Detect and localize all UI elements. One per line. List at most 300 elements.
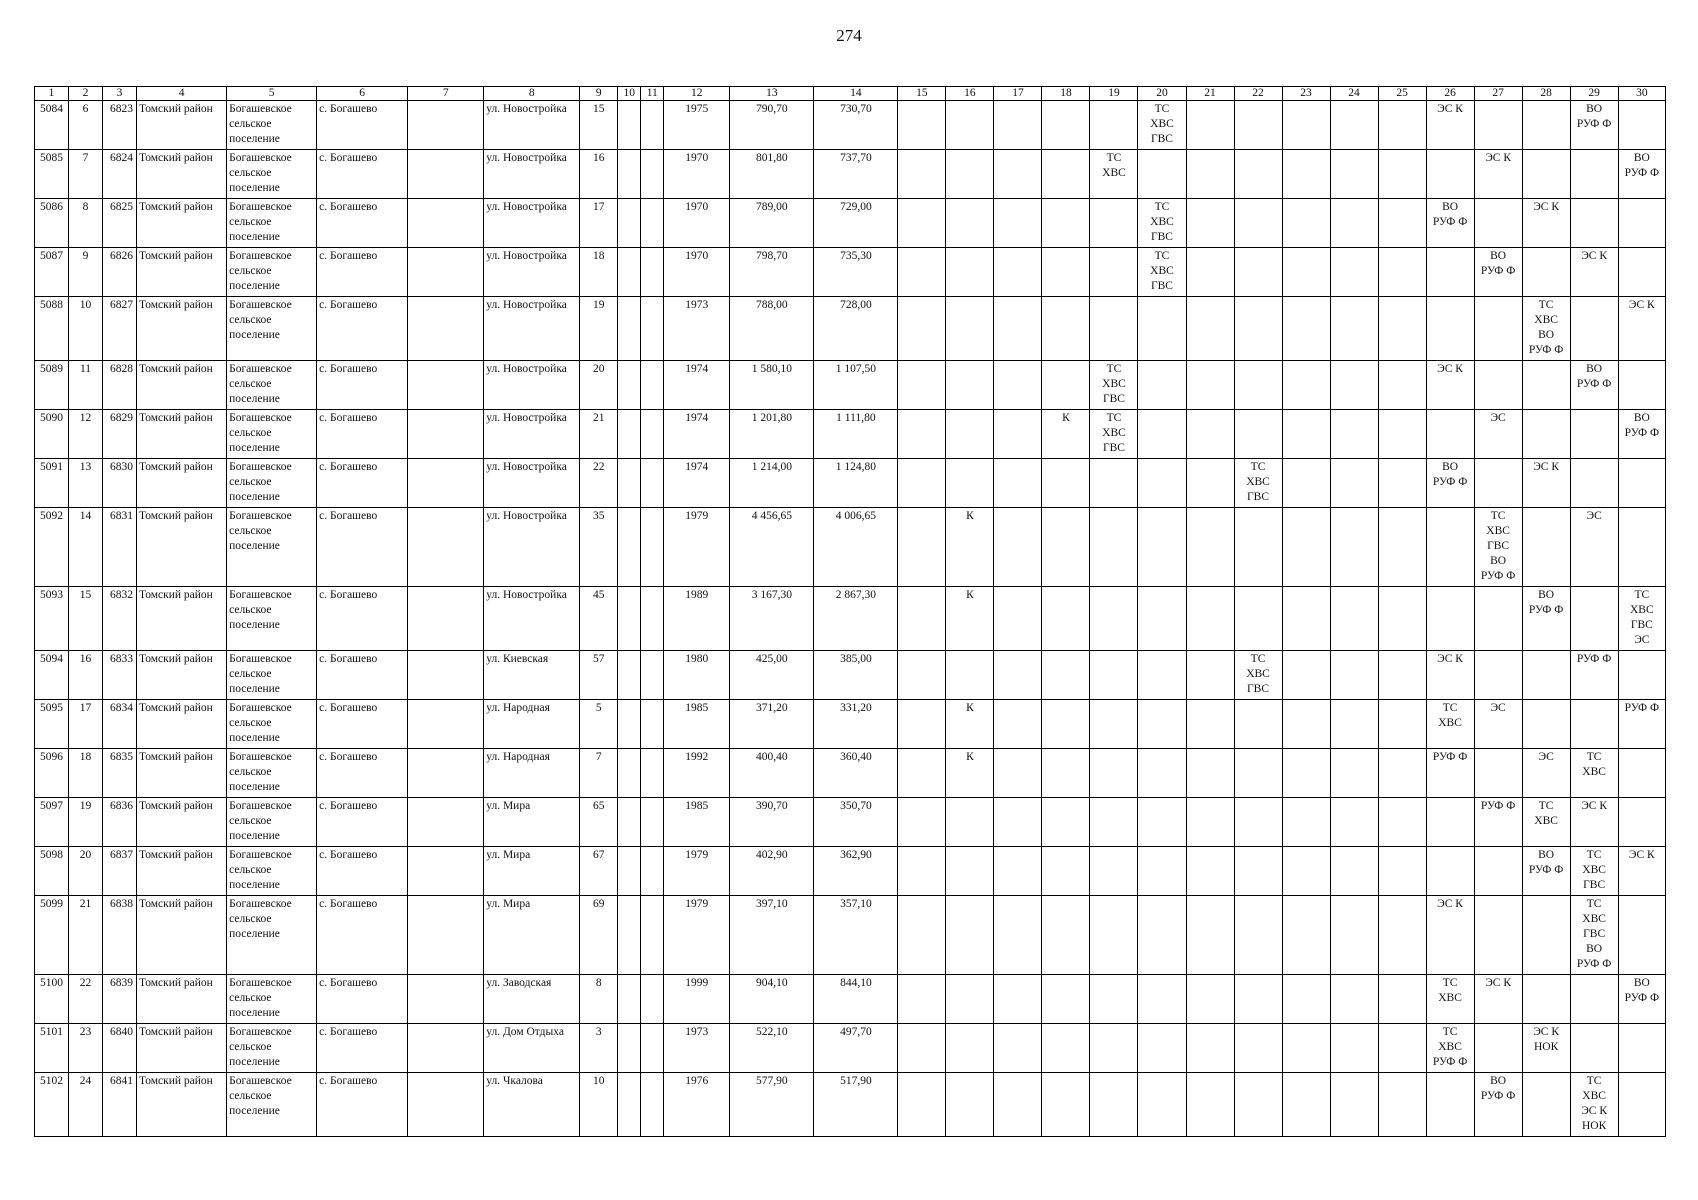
cell-col-10 [618,587,641,651]
column-header-6: 6 [317,87,408,101]
cell-col-4: Томский район [137,508,227,587]
cell-col-12: 1989 [664,587,730,651]
header-row [35,87,1666,101]
table-row [35,150,1666,199]
cell-col-2: 17 [69,700,103,749]
cell-col-26: ТС ХВС [1426,975,1474,1024]
cell-col-15 [898,651,946,700]
cell-col-4: Томский район [137,361,227,410]
table-row [35,975,1666,1024]
column-header-29: 29 [1570,87,1618,101]
cell-col-19 [1090,297,1138,361]
cell-col-1: 5087 [35,248,69,297]
cell-col-14: 2 867,30 [814,587,898,651]
cell-col-1: 5098 [35,847,69,896]
cell-col-29: ЭС К [1570,798,1618,847]
cell-col-17 [994,459,1042,508]
cell-col-5: Богашевское сельское поселение [227,847,317,896]
cell-col-18 [1042,199,1090,248]
cell-col-25 [1378,798,1426,847]
cell-col-21 [1186,361,1234,410]
cell-col-23 [1282,975,1330,1024]
cell-col-24 [1330,199,1378,248]
cell-col-8: ул. Новостройка [484,508,580,587]
cell-col-22 [1234,749,1282,798]
cell-col-30 [1618,896,1665,975]
cell-col-23 [1282,508,1330,587]
cell-col-22 [1234,847,1282,896]
cell-col-4: Томский район [137,975,227,1024]
cell-col-5: Богашевское сельское поселение [227,410,317,459]
cell-col-29 [1570,1024,1618,1073]
cell-col-2: 14 [69,508,103,587]
cell-col-11 [641,651,664,700]
cell-col-26 [1426,1073,1474,1137]
cell-col-11 [641,297,664,361]
cell-col-26: РУФ Ф [1426,749,1474,798]
cell-col-28 [1522,651,1570,700]
table-row [35,101,1666,150]
cell-col-15 [898,248,946,297]
cell-col-21 [1186,410,1234,459]
table-row [35,361,1666,410]
cell-col-2: 15 [69,587,103,651]
cell-col-17 [994,248,1042,297]
cell-col-13: 4 456,65 [730,508,814,587]
cell-col-3: 6832 [103,587,137,651]
cell-col-19 [1090,700,1138,749]
cell-col-12: 1970 [664,199,730,248]
cell-col-25 [1378,101,1426,150]
cell-col-25 [1378,587,1426,651]
registry-table [34,86,1666,1137]
cell-col-20 [1138,410,1186,459]
cell-col-6: с. Богашево [317,1073,408,1137]
cell-col-9: 22 [580,459,618,508]
cell-col-28 [1522,1073,1570,1137]
cell-col-8: ул. Новостройка [484,199,580,248]
cell-col-2: 7 [69,150,103,199]
cell-col-14: 728,00 [814,297,898,361]
column-header-8: 8 [484,87,580,101]
cell-col-7 [408,1073,484,1137]
cell-col-3: 6837 [103,847,137,896]
cell-col-30: ТС ХВС ГВС ЭС [1618,587,1665,651]
cell-col-7 [408,248,484,297]
cell-col-13: 400,40 [730,749,814,798]
cell-col-30: РУФ Ф [1618,700,1665,749]
cell-col-6: с. Богашево [317,297,408,361]
cell-col-5: Богашевское сельское поселение [227,587,317,651]
cell-col-15 [898,1073,946,1137]
column-header-10: 10 [618,87,641,101]
cell-col-25 [1378,975,1426,1024]
cell-col-7 [408,798,484,847]
cell-col-8: ул. Заводская [484,975,580,1024]
cell-col-23 [1282,1024,1330,1073]
cell-col-2: 23 [69,1024,103,1073]
cell-col-21 [1186,847,1234,896]
cell-col-27 [1474,651,1522,700]
cell-col-20 [1138,975,1186,1024]
cell-col-9: 35 [580,508,618,587]
page-number: 274 [836,26,862,45]
cell-col-13: 3 167,30 [730,587,814,651]
cell-col-7 [408,847,484,896]
column-header-17: 17 [994,87,1042,101]
cell-col-19 [1090,1024,1138,1073]
cell-col-3: 6834 [103,700,137,749]
cell-col-5: Богашевское сельское поселение [227,199,317,248]
cell-col-15 [898,459,946,508]
cell-col-4: Томский район [137,199,227,248]
cell-col-22: ТС ХВС ГВС [1234,651,1282,700]
cell-col-11 [641,749,664,798]
cell-col-17 [994,101,1042,150]
cell-col-3: 6829 [103,410,137,459]
cell-col-13: 371,20 [730,700,814,749]
cell-col-18 [1042,700,1090,749]
cell-col-8: ул. Новостройка [484,587,580,651]
cell-col-28 [1522,150,1570,199]
cell-col-13: 390,70 [730,798,814,847]
cell-col-6: с. Богашево [317,749,408,798]
cell-col-23 [1282,361,1330,410]
cell-col-8: ул. Мира [484,798,580,847]
cell-col-28: ЭС К [1522,199,1570,248]
cell-col-20 [1138,1024,1186,1073]
cell-col-20 [1138,749,1186,798]
cell-col-23 [1282,459,1330,508]
cell-col-9: 45 [580,587,618,651]
table-row [35,248,1666,297]
cell-col-5: Богашевское сельское поселение [227,700,317,749]
cell-col-3: 6841 [103,1073,137,1137]
cell-col-20 [1138,847,1186,896]
cell-col-2: 11 [69,361,103,410]
cell-col-11 [641,847,664,896]
cell-col-30: ЭС К [1618,297,1665,361]
cell-col-15 [898,361,946,410]
table-row [35,1024,1666,1073]
cell-col-22 [1234,975,1282,1024]
cell-col-21 [1186,459,1234,508]
cell-col-27: ЭС [1474,700,1522,749]
cell-col-15 [898,975,946,1024]
column-header-12: 12 [664,87,730,101]
cell-col-2: 20 [69,847,103,896]
cell-col-26: ВО РУФ Ф [1426,459,1474,508]
cell-col-17 [994,651,1042,700]
cell-col-1: 5097 [35,798,69,847]
cell-col-5: Богашевское сельское поселение [227,508,317,587]
cell-col-22 [1234,297,1282,361]
table-row [35,896,1666,975]
cell-col-29 [1570,199,1618,248]
cell-col-9: 18 [580,248,618,297]
column-header-28: 28 [1522,87,1570,101]
cell-col-17 [994,150,1042,199]
column-header-25: 25 [1378,87,1426,101]
cell-col-13: 1 214,00 [730,459,814,508]
cell-col-30 [1618,508,1665,587]
cell-col-7 [408,297,484,361]
cell-col-24 [1330,975,1378,1024]
cell-col-16 [946,798,994,847]
cell-col-3: 6830 [103,459,137,508]
cell-col-27: ЭС К [1474,150,1522,199]
column-header-7: 7 [408,87,484,101]
cell-col-12: 1979 [664,896,730,975]
cell-col-24 [1330,101,1378,150]
cell-col-18 [1042,361,1090,410]
table-row [35,199,1666,248]
cell-col-14: 362,90 [814,847,898,896]
cell-col-12: 1980 [664,651,730,700]
cell-col-16 [946,651,994,700]
cell-col-1: 5093 [35,587,69,651]
cell-col-4: Томский район [137,150,227,199]
cell-col-23 [1282,749,1330,798]
table-row [35,459,1666,508]
cell-col-17 [994,587,1042,651]
cell-col-17 [994,798,1042,847]
column-header-3: 3 [103,87,137,101]
cell-col-8: ул. Новостройка [484,459,580,508]
cell-col-27 [1474,361,1522,410]
cell-col-18 [1042,798,1090,847]
cell-col-5: Богашевское сельское поселение [227,975,317,1024]
column-header-2: 2 [69,87,103,101]
column-header-1: 1 [35,87,69,101]
cell-col-9: 69 [580,896,618,975]
cell-col-18 [1042,101,1090,150]
cell-col-19: ТС ХВС [1090,150,1138,199]
cell-col-28 [1522,101,1570,150]
cell-col-27: РУФ Ф [1474,798,1522,847]
column-header-24: 24 [1330,87,1378,101]
cell-col-18 [1042,1024,1090,1073]
cell-col-30 [1618,361,1665,410]
cell-col-24 [1330,459,1378,508]
cell-col-14: 4 006,65 [814,508,898,587]
cell-col-3: 6833 [103,651,137,700]
cell-col-14: 360,40 [814,749,898,798]
cell-col-5: Богашевское сельское поселение [227,1024,317,1073]
cell-col-25 [1378,700,1426,749]
cell-col-14: 1 107,50 [814,361,898,410]
cell-col-6: с. Богашево [317,847,408,896]
cell-col-11 [641,975,664,1024]
table-row [35,847,1666,896]
cell-col-16: К [946,700,994,749]
cell-col-13: 402,90 [730,847,814,896]
cell-col-1: 5085 [35,150,69,199]
cell-col-8: ул. Киевская [484,651,580,700]
cell-col-5: Богашевское сельское поселение [227,150,317,199]
cell-col-8: ул. Мира [484,847,580,896]
cell-col-6: с. Богашево [317,410,408,459]
cell-col-6: с. Богашево [317,651,408,700]
cell-col-23 [1282,700,1330,749]
cell-col-27 [1474,749,1522,798]
cell-col-24 [1330,1024,1378,1073]
cell-col-9: 10 [580,1073,618,1137]
cell-col-1: 5086 [35,199,69,248]
cell-col-15 [898,297,946,361]
cell-col-26: ТС ХВС РУФ Ф [1426,1024,1474,1073]
cell-col-9: 67 [580,847,618,896]
cell-col-16 [946,101,994,150]
cell-col-1: 5090 [35,410,69,459]
cell-col-19 [1090,101,1138,150]
cell-col-30: ВО РУФ Ф [1618,150,1665,199]
cell-col-7 [408,508,484,587]
cell-col-29: ТС ХВС ГВС [1570,847,1618,896]
cell-col-22 [1234,410,1282,459]
cell-col-30: ВО РУФ Ф [1618,410,1665,459]
cell-col-19 [1090,1073,1138,1137]
cell-col-18 [1042,508,1090,587]
cell-col-14: 1 124,80 [814,459,898,508]
cell-col-10 [618,896,641,975]
cell-col-6: с. Богашево [317,975,408,1024]
cell-col-14: 350,70 [814,798,898,847]
cell-col-25 [1378,749,1426,798]
cell-col-3: 6831 [103,508,137,587]
cell-col-25 [1378,150,1426,199]
cell-col-11 [641,508,664,587]
cell-col-25 [1378,459,1426,508]
cell-col-12: 1970 [664,248,730,297]
cell-col-26 [1426,798,1474,847]
column-header-19: 19 [1090,87,1138,101]
cell-col-15 [898,101,946,150]
cell-col-2: 13 [69,459,103,508]
cell-col-28 [1522,508,1570,587]
cell-col-18 [1042,847,1090,896]
cell-col-29 [1570,700,1618,749]
cell-col-22 [1234,798,1282,847]
cell-col-3: 6836 [103,798,137,847]
cell-col-25 [1378,248,1426,297]
cell-col-12: 1973 [664,297,730,361]
cell-col-12: 1970 [664,150,730,199]
cell-col-16 [946,1024,994,1073]
cell-col-22 [1234,587,1282,651]
cell-col-11 [641,361,664,410]
cell-col-6: с. Богашево [317,1024,408,1073]
cell-col-30 [1618,1073,1665,1137]
cell-col-9: 15 [580,101,618,150]
cell-col-5: Богашевское сельское поселение [227,459,317,508]
cell-col-3: 6828 [103,361,137,410]
cell-col-26 [1426,150,1474,199]
cell-col-26: ТС ХВС [1426,700,1474,749]
cell-col-21 [1186,297,1234,361]
column-header-21: 21 [1186,87,1234,101]
cell-col-25 [1378,199,1426,248]
cell-col-7 [408,199,484,248]
cell-col-4: Томский район [137,410,227,459]
cell-col-7 [408,459,484,508]
cell-col-10 [618,297,641,361]
cell-col-18 [1042,749,1090,798]
cell-col-8: ул. Чкалова [484,1073,580,1137]
cell-col-9: 3 [580,1024,618,1073]
cell-col-3: 6839 [103,975,137,1024]
cell-col-25 [1378,410,1426,459]
cell-col-18 [1042,297,1090,361]
cell-col-23 [1282,297,1330,361]
cell-col-21 [1186,700,1234,749]
cell-col-18 [1042,975,1090,1024]
cell-col-4: Томский район [137,798,227,847]
cell-col-14: 730,70 [814,101,898,150]
cell-col-15 [898,150,946,199]
cell-col-18 [1042,150,1090,199]
cell-col-20: ТС ХВС ГВС [1138,101,1186,150]
cell-col-7 [408,700,484,749]
cell-col-12: 1979 [664,847,730,896]
cell-col-19 [1090,248,1138,297]
cell-col-25 [1378,508,1426,587]
cell-col-8: ул. Новостройка [484,101,580,150]
cell-col-14: 735,30 [814,248,898,297]
cell-col-17 [994,410,1042,459]
cell-col-22 [1234,896,1282,975]
cell-col-6: с. Богашево [317,361,408,410]
cell-col-11 [641,101,664,150]
cell-col-1: 5088 [35,297,69,361]
cell-col-15 [898,199,946,248]
cell-col-13: 801,80 [730,150,814,199]
cell-col-7 [408,896,484,975]
cell-col-19 [1090,459,1138,508]
registry-table-container [34,86,1666,1137]
cell-col-7 [408,150,484,199]
table-header [35,87,1666,101]
cell-col-18 [1042,1073,1090,1137]
cell-col-22: ТС ХВС ГВС [1234,459,1282,508]
cell-col-17 [994,1024,1042,1073]
cell-col-4: Томский район [137,587,227,651]
cell-col-29 [1570,297,1618,361]
cell-col-1: 5091 [35,459,69,508]
cell-col-9: 57 [580,651,618,700]
cell-col-2: 18 [69,749,103,798]
cell-col-11 [641,150,664,199]
cell-col-27 [1474,297,1522,361]
cell-col-1: 5089 [35,361,69,410]
cell-col-13: 397,10 [730,896,814,975]
cell-col-1: 5092 [35,508,69,587]
cell-col-13: 577,90 [730,1073,814,1137]
cell-col-4: Томский район [137,1073,227,1137]
cell-col-24 [1330,410,1378,459]
cell-col-12: 1999 [664,975,730,1024]
column-header-11: 11 [641,87,664,101]
cell-col-17 [994,700,1042,749]
cell-col-24 [1330,587,1378,651]
column-header-13: 13 [730,87,814,101]
cell-col-4: Томский район [137,896,227,975]
cell-col-21 [1186,749,1234,798]
cell-col-24 [1330,847,1378,896]
cell-col-3: 6827 [103,297,137,361]
cell-col-24 [1330,508,1378,587]
cell-col-12: 1992 [664,749,730,798]
